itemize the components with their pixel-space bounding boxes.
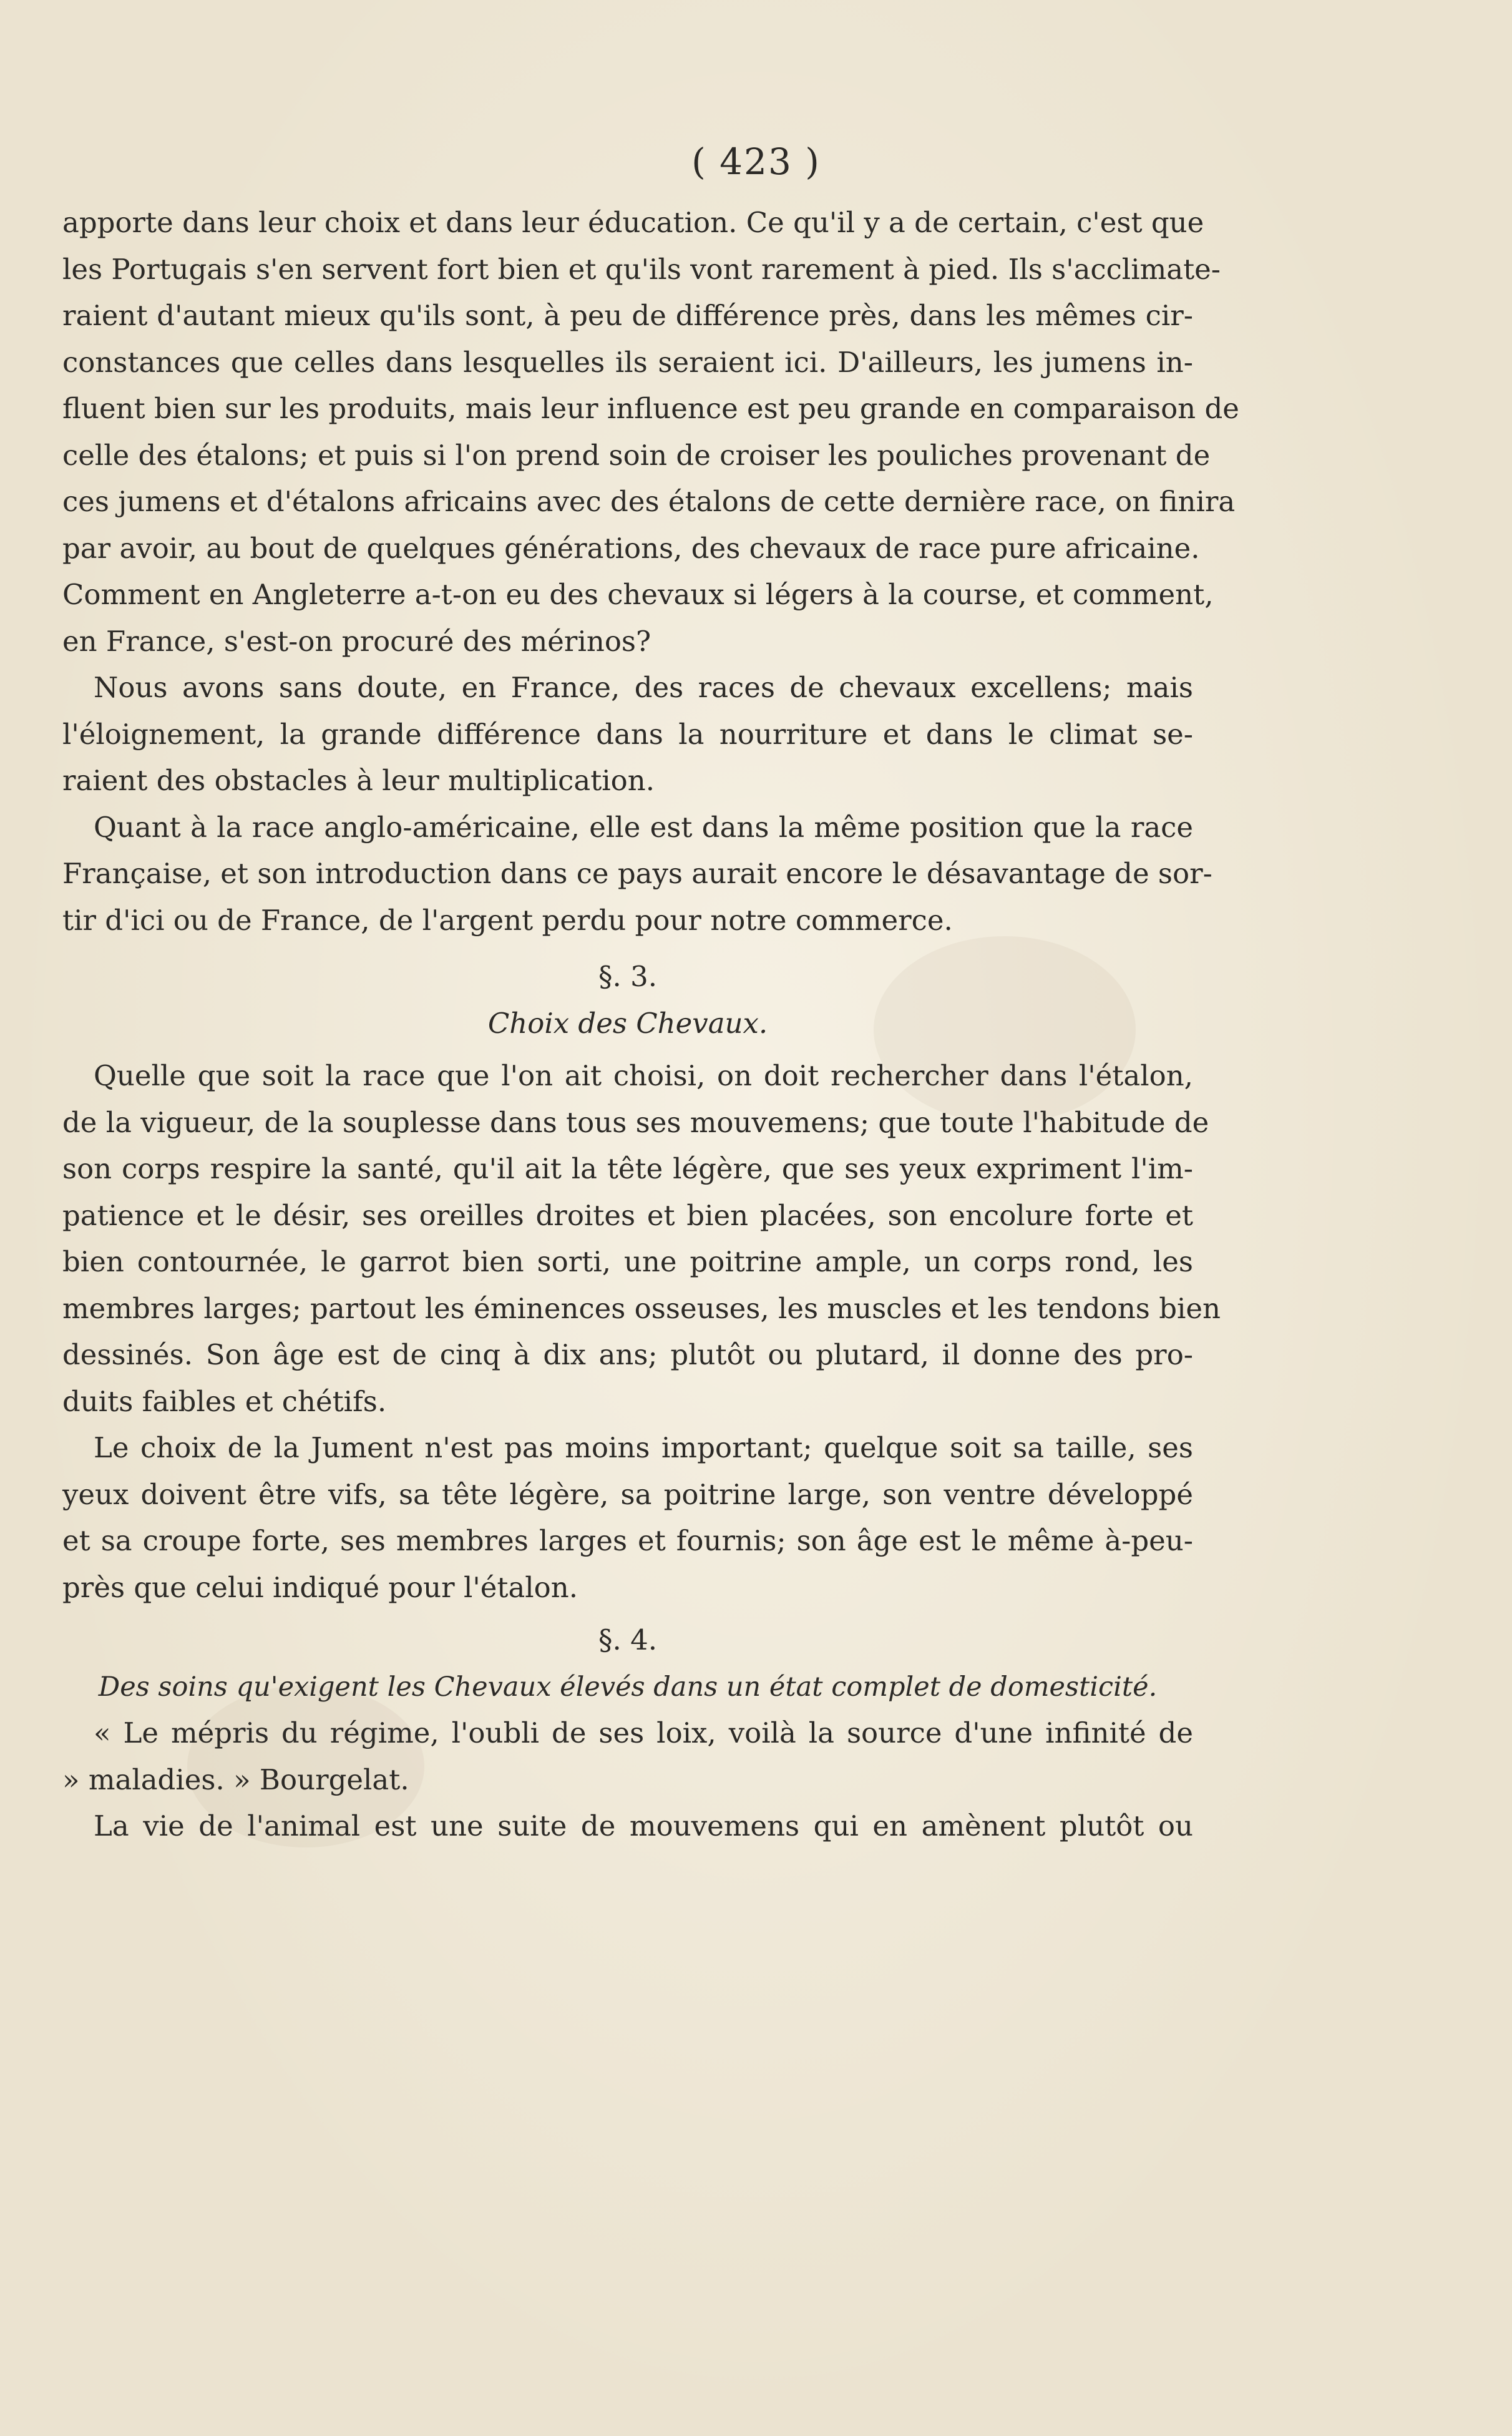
text-line: apporte dans leur choix et dans leur éducation. Ce qu'il y a de certain, c'est que <box>62 206 1204 239</box>
quote-line: « Le mépris du régime, l'oubli de ses loix, voilà la source d'une infinité de <box>94 1716 1193 1749</box>
section-3-title: Choix des Chevaux. <box>487 1006 768 1040</box>
text-line: l'éloignement, la grande différence dans la nourriture et dans le climat se- <box>62 717 1193 751</box>
text-line: La vie de l'animal est une suite de mouvemens qui en amènent plutôt ou <box>94 1809 1193 1842</box>
body-text <box>62 200 1239 1850</box>
text-line: et sa croupe forte, ses membres larges et fournis; son âge est le même à-peu- <box>62 1524 1193 1557</box>
text-line: son corps respire la santé, qu'il ait la tête légère, que ses yeux expriment l'im- <box>62 1152 1193 1185</box>
text-line: raient des obstacles à leur multiplication. <box>62 764 655 797</box>
paragraph-2 <box>62 665 1193 805</box>
text-line: yeux doivent être vifs, sa tête légère, sa poitrine large, son ventre développé <box>62 1477 1193 1511</box>
text-line: Française, et son introduction dans ce pays aurait encore le désavantage de sor- <box>62 857 1212 890</box>
text-line: près que celui indiqué pour l'étalon. <box>62 1570 578 1604</box>
paragraph-5 <box>62 1425 1193 1611</box>
quote-block <box>62 1710 1193 1803</box>
paragraph-6 <box>62 1803 1193 1850</box>
text-line: Comment en Angleterre a-t-on eu des chevaux si légers à la course, et comment, <box>62 578 1214 611</box>
quote-line: » maladies. » Bourgelat. <box>62 1763 409 1796</box>
text-line: fluent bien sur les produits, mais leur influence est peu grande en comparaison de <box>62 392 1239 425</box>
paragraph-1 <box>62 200 1239 665</box>
text-line: bien contournée, le garrot bien sorti, une poitrine ample, un corps rond, les <box>62 1245 1193 1278</box>
text-line: duits faibles et chétifs. <box>62 1384 387 1418</box>
text-line: constances que celles dans lesquelles ils seraient ici. D'ailleurs, les jumens in- <box>62 345 1193 379</box>
text-line: par avoir, au bout de quelques générations, des chevaux de race pure africaine. <box>62 531 1200 565</box>
section-3-number: §. 3. <box>598 960 658 993</box>
text-line: en France, s'est-on procuré des mérinos? <box>62 624 651 658</box>
text-line: ces jumens et d'étalons africains avec des étalons de cette dernière race, on finira <box>62 485 1236 518</box>
text-line: Quant à la race anglo-américaine, elle est dans la même position que la race <box>94 810 1193 844</box>
section-4-title: Des soins qu'exigent les Chevaux élevés dans un état complet de domesticité. <box>98 1671 1158 1703</box>
paragraph-3 <box>62 805 1212 944</box>
text-line: les Portugais s'en servent fort bien et qu'ils vont rarement à pied. Ils s'acclimate- <box>62 252 1221 286</box>
section-4-number: §. 4. <box>598 1623 658 1656</box>
paragraph-4 <box>62 1053 1221 1425</box>
text-line: Le choix de la Jument n'est pas moins important; quelque soit sa taille, ses <box>94 1431 1193 1464</box>
text-line: dessinés. Son âge est de cinq à dix ans; plutôt ou plutard, il donne des pro- <box>62 1338 1193 1371</box>
page-number: ( 423 ) <box>691 140 821 183</box>
text-line: de la vigueur, de la souplesse dans tous ses mouvemens; que toute l'habitude de <box>62 1105 1209 1139</box>
text-line: tir d'ici ou de France, de l'argent perdu pour notre commerce. <box>62 903 953 937</box>
text-line: celle des étalons; et puis si l'on prend soin de croiser les pouliches provenant de <box>62 438 1211 472</box>
text-line: raient d'autant mieux qu'ils sont, à peu de différence près, dans les mêmes cir- <box>62 299 1193 332</box>
text-line: Quelle que soit la race que l'on ait choisi, on doit rechercher dans l'étalon, <box>94 1059 1193 1092</box>
text-line: membres larges; partout les éminences osseuses, les muscles et les tendons bien <box>62 1291 1221 1325</box>
text-line: patience et le désir, ses oreilles droites et bien placées, son encolure forte et <box>62 1198 1193 1232</box>
text-line: Nous avons sans doute, en France, des races de chevaux excellens; mais <box>94 671 1193 704</box>
